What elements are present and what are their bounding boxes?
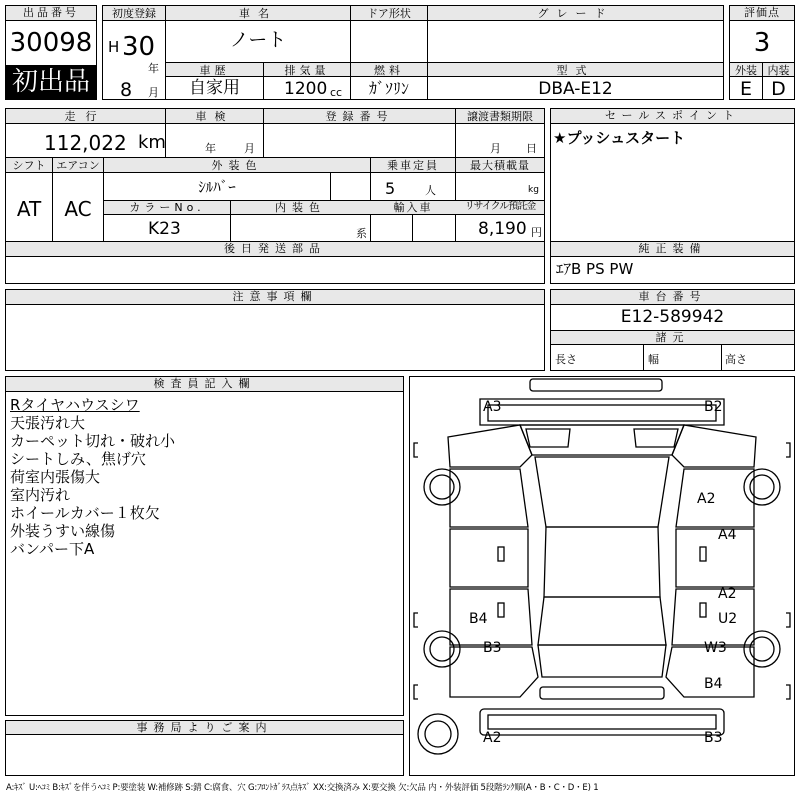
yen-unit: 円 bbox=[531, 226, 542, 239]
fuel-value: ｶﾞｿﾘﾝ bbox=[368, 79, 409, 98]
kg-unit: kg bbox=[528, 185, 539, 195]
transfer-label: 譲渡書類期限 bbox=[467, 110, 533, 123]
month-unit: 月 bbox=[148, 86, 159, 99]
fuel-label: 燃料 bbox=[374, 64, 404, 77]
car-name: ノート bbox=[229, 29, 287, 51]
capacity-value: 5 bbox=[385, 179, 396, 198]
note-item: ホイールカバー１枚欠 bbox=[10, 504, 160, 522]
damage-mark-right-quarter: W3 bbox=[704, 640, 727, 656]
chassis-value: E12-589942 bbox=[620, 307, 725, 327]
legend-text: A:ｷｽﾞ U:ﾍｺﾐ B:ｷｽﾞを伴うﾍｺﾐ P:要塗装 W:補修跡 S:錆 C:腐食、穴 G:ﾌﾛﾝﾄｶﾞﾗｽ点ｷｽﾞ XX:交換済み X:要交換 欠:欠品 内・外装評価 5段階ﾗﾝｸ順(A・B・C・D・E) 1 bbox=[6, 783, 599, 793]
kei-unit: 系 bbox=[356, 227, 367, 240]
inspector-notes-list bbox=[10, 396, 175, 558]
chassis-header: 車台番号 bbox=[551, 290, 794, 305]
note-item: 外装うすい線傷 bbox=[10, 522, 116, 540]
color-no-label: カラーNo. bbox=[129, 201, 205, 214]
car-damage-diagram bbox=[410, 377, 794, 775]
note-item: 室内汚れ bbox=[10, 486, 71, 504]
transfer-month-unit: 月 bbox=[490, 142, 501, 155]
first-reg-label: 初度登録 bbox=[112, 7, 156, 20]
model-value: DBA-E12 bbox=[538, 79, 613, 99]
exterior-color-label: 外装色 bbox=[211, 159, 263, 172]
mileage-label: 走行 bbox=[64, 110, 107, 123]
model-label: 型式 bbox=[556, 64, 595, 77]
damage-mark-front-right: B2 bbox=[704, 399, 723, 415]
score-value: 3 bbox=[753, 28, 771, 58]
registration-label: 登録番号 bbox=[325, 110, 394, 123]
person-unit: 人 bbox=[425, 184, 436, 197]
damage-mark-right-front-door: A4 bbox=[718, 527, 737, 543]
caution-header: 注意事項欄 bbox=[6, 290, 544, 305]
door-type-label: ドア形状 bbox=[367, 7, 411, 20]
exterior-grade-label: 外装 bbox=[735, 64, 757, 77]
first-listing-badge: 初出品 bbox=[6, 65, 96, 99]
damage-mark-front-left: A3 bbox=[483, 399, 502, 415]
exterior-color-value: ｼﾙﾊﾞｰ bbox=[198, 178, 236, 196]
displacement-label: 排気量 bbox=[284, 64, 330, 77]
damage-mark-right-fender: A2 bbox=[697, 491, 716, 507]
shift-value: AT bbox=[16, 197, 42, 221]
recycle-label: リサイクル預託金 bbox=[464, 201, 536, 212]
era-mark: H bbox=[108, 38, 120, 56]
aircon-value: AC bbox=[64, 197, 92, 221]
interior-grade-label: 内装 bbox=[767, 64, 790, 77]
sales-point-header: セールスポイント bbox=[551, 109, 794, 124]
dims-header: 諸元 bbox=[551, 331, 794, 345]
damage-mark-rear-left: A2 bbox=[483, 730, 502, 746]
damage-mark-rear-right: B3 bbox=[704, 730, 723, 746]
history-value: 自家用 bbox=[189, 78, 240, 98]
color-no-value: K23 bbox=[148, 219, 181, 239]
cc-unit: cc bbox=[330, 86, 343, 99]
interior-color-label: 内装色 bbox=[275, 201, 326, 214]
sales-point-value: ★プッシュスタート bbox=[553, 129, 686, 147]
note-item: 荷室内張傷大 bbox=[10, 468, 101, 486]
equipment-value: ｴｱB PS PW bbox=[556, 260, 634, 278]
length-label: 長さ bbox=[555, 353, 577, 366]
inspection-month-unit: 月 bbox=[244, 142, 255, 155]
inspection-label: 車検 bbox=[195, 110, 234, 123]
note-item: 天張汚れ大 bbox=[10, 414, 86, 432]
transfer-day-unit: 日 bbox=[526, 142, 537, 155]
recycle-value: 8,190 bbox=[478, 219, 527, 239]
lot-number: 30098 bbox=[9, 28, 93, 58]
note-item: バンパー下A bbox=[10, 540, 95, 558]
damage-mark-left-rear-door: B4 bbox=[469, 611, 488, 627]
car-name-label: 車名 bbox=[239, 7, 277, 20]
damage-mark-right-quarter-2: B4 bbox=[704, 676, 723, 692]
lot-number-header: 出品番号 bbox=[6, 6, 96, 21]
km-unit: km bbox=[138, 132, 166, 153]
max-load-label: 最大積載量 bbox=[470, 159, 530, 172]
displacement-value: 1200 bbox=[284, 79, 328, 99]
mileage-value: 112,022 bbox=[44, 131, 127, 155]
shift-label: シフト bbox=[12, 159, 46, 172]
capacity-label: 乗車定員 bbox=[387, 159, 439, 172]
damage-mark-left-quarter: B3 bbox=[483, 640, 502, 656]
first-reg-month: 8 bbox=[120, 79, 133, 101]
interior-grade: D bbox=[771, 78, 786, 100]
note-item: Rタイヤハウスシワ bbox=[10, 396, 140, 414]
height-label: 高さ bbox=[725, 353, 747, 366]
inspector-header: 検査員記入欄 bbox=[6, 377, 403, 392]
damage-mark-right-rear-door-2: U2 bbox=[718, 611, 738, 627]
equipment-header: 純正装備 bbox=[551, 242, 794, 257]
year-unit: 年 bbox=[148, 62, 159, 75]
later-parts-header: 後日発送部品 bbox=[6, 242, 544, 257]
first-reg-year: 30 bbox=[122, 32, 156, 62]
score-header: 評価点 bbox=[730, 6, 794, 21]
import-label: 輸入車 bbox=[393, 201, 433, 214]
width-label: 幅 bbox=[648, 353, 659, 366]
exterior-grade: E bbox=[739, 78, 752, 100]
office-header: 事務局よりご案内 bbox=[6, 721, 403, 735]
note-item: カーペット切れ・破れ小 bbox=[10, 432, 176, 450]
inspection-year-unit: 年 bbox=[205, 142, 216, 155]
history-label: 車歴 bbox=[199, 64, 230, 77]
note-item: シートしみ、焦げ穴 bbox=[10, 450, 146, 468]
aircon-label: エアコン bbox=[56, 159, 100, 172]
damage-mark-right-rear-door: A2 bbox=[718, 586, 737, 602]
grade-label: グレード bbox=[537, 7, 614, 20]
